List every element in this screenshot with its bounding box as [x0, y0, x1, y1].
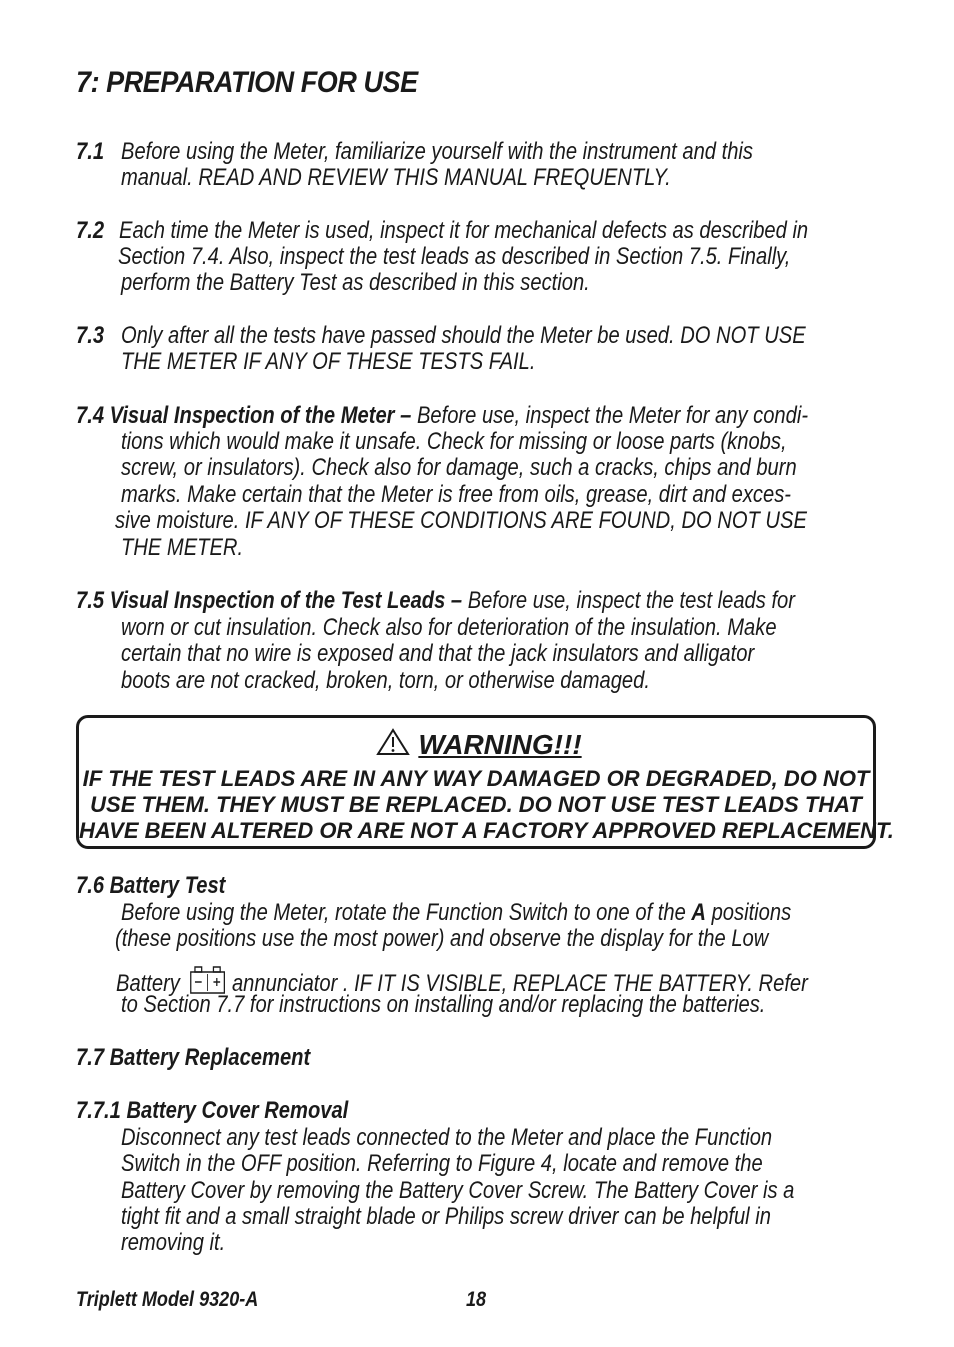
section-7-7-heading: 7.7 Battery Replacement [76, 1044, 311, 1071]
warning-heading [79, 728, 873, 761]
section-7-6-line [121, 900, 791, 926]
page-title: 7: PREPARATION FOR USE [76, 66, 418, 99]
footer-model: Triplett Model 9320-A [76, 1288, 259, 1311]
section-7-6-text: annunciator . IF IT IS VISIBLE, REPLACE THE BATTERY. Refer [231, 970, 808, 997]
section-7-4-text: Before use, inspect the Meter for any condi- [411, 402, 809, 429]
section-7-4-line: THE METER. [121, 534, 244, 561]
section-7-6-text: positions [705, 899, 792, 926]
section-7-7-1-line: Switch in the OFF position. Referring to Figure 4, locate and remove the [121, 1150, 763, 1177]
section-7-5-text: Before use, inspect the test leads for [462, 587, 795, 614]
section-7-3-number: 7.3 [76, 322, 105, 349]
section-7-1-number: 7.1 [76, 138, 105, 165]
section-7-7-1-heading: 7.7.1 Battery Cover Removal [76, 1097, 349, 1124]
section-7-4-heading: 7.4 Visual Inspection of the Meter – [76, 402, 412, 429]
section-7-4-line: marks. Make certain that the Meter is free from oils, grease, dirt and exces- [121, 481, 792, 508]
warning-line: USE THEM. THEY MUST BE REPLACED. DO NOT USE TEST LEADS THAT [90, 792, 862, 817]
section-7-2-line: Section 7.4. Also, inspect the test leads as described in Section 7.5. Finally, [118, 243, 791, 270]
section-7-6-line: (these positions use the most power) and observe the display for the Low [115, 925, 769, 952]
section-7-1-line: manual. READ AND REVIEW THIS MANUAL FREQUENTLY. [121, 164, 671, 191]
warning-box [76, 715, 894, 849]
section-7-4-line: sive moisture. IF ANY OF THESE CONDITIONS ARE FOUND, DO NOT USE [115, 507, 807, 534]
section-7-4-line: tions which would make it unsafe. Check for missing or loose parts (knobs, [121, 428, 787, 455]
section-7-7-1-line: Disconnect any test leads connected to the Meter and place the Function [121, 1124, 773, 1151]
section-7-5-line: worn or cut insulation. Check also for deterioration of the insulation. Make [121, 614, 777, 641]
section-7-5-first-line [76, 588, 795, 614]
section-7-4-first-line [76, 403, 808, 429]
section-7-6-a-position: A [691, 899, 706, 926]
section-7-3-line: Only after all the tests have passed should the Meter be used. DO NOT USE [121, 322, 806, 349]
section-7-4-line: screw, or insulators). Check also for damage, such a cracks, chips and burn [121, 454, 797, 481]
section-7-7-1-line: tight fit and a small straight blade or Philips screw driver can be helpful in [121, 1203, 771, 1230]
section-7-5-line: boots are not cracked, broken, torn, or otherwise damaged. [121, 667, 650, 694]
page-number: 18 [466, 1288, 487, 1311]
warning-line: IF THE TEST LEADS ARE IN ANY WAY DAMAGED OR DEGRADED, DO NOT [82, 766, 870, 791]
warning-title: WARNING!!! [418, 729, 582, 760]
section-7-2-line: perform the Battery Test as described in this section. [121, 269, 590, 296]
section-7-6-text: Before using the Meter, rotate the Function Switch to one of the [121, 899, 692, 926]
section-7-6-heading: 7.6 Battery Test [76, 872, 226, 899]
low-battery-icon [190, 966, 225, 994]
section-7-5-line: certain that no wire is exposed and that the jack insulators and alligator [121, 640, 755, 667]
section-7-2-number: 7.2 [76, 217, 105, 244]
section-7-6-text: Battery [116, 970, 180, 997]
section-7-7-1-line: removing it. [121, 1229, 226, 1256]
section-7-5-heading: 7.5 Visual Inspection of the Test Leads – [76, 587, 463, 614]
section-7-1-line: Before using the Meter, familiarize yourself with the instrument and this [121, 138, 753, 165]
section-7-7-1-line: Battery Cover by removing the Battery Cover Screw. The Battery Cover is a [121, 1177, 795, 1204]
section-7-2-line: Each time the Meter is used, inspect it for mechanical defects as described in [119, 217, 809, 244]
warning-line: HAVE BEEN ALTERED OR ARE NOT A FACTORY APPROVED REPLACEMENT. [79, 818, 894, 843]
section-7-6-line: to Section 7.7 for instructions on installing and/or replacing the batteries. [121, 991, 766, 1018]
warning-triangle-icon [376, 728, 410, 756]
section-7-3-line: THE METER IF ANY OF THESE TESTS FAIL. [121, 348, 536, 375]
